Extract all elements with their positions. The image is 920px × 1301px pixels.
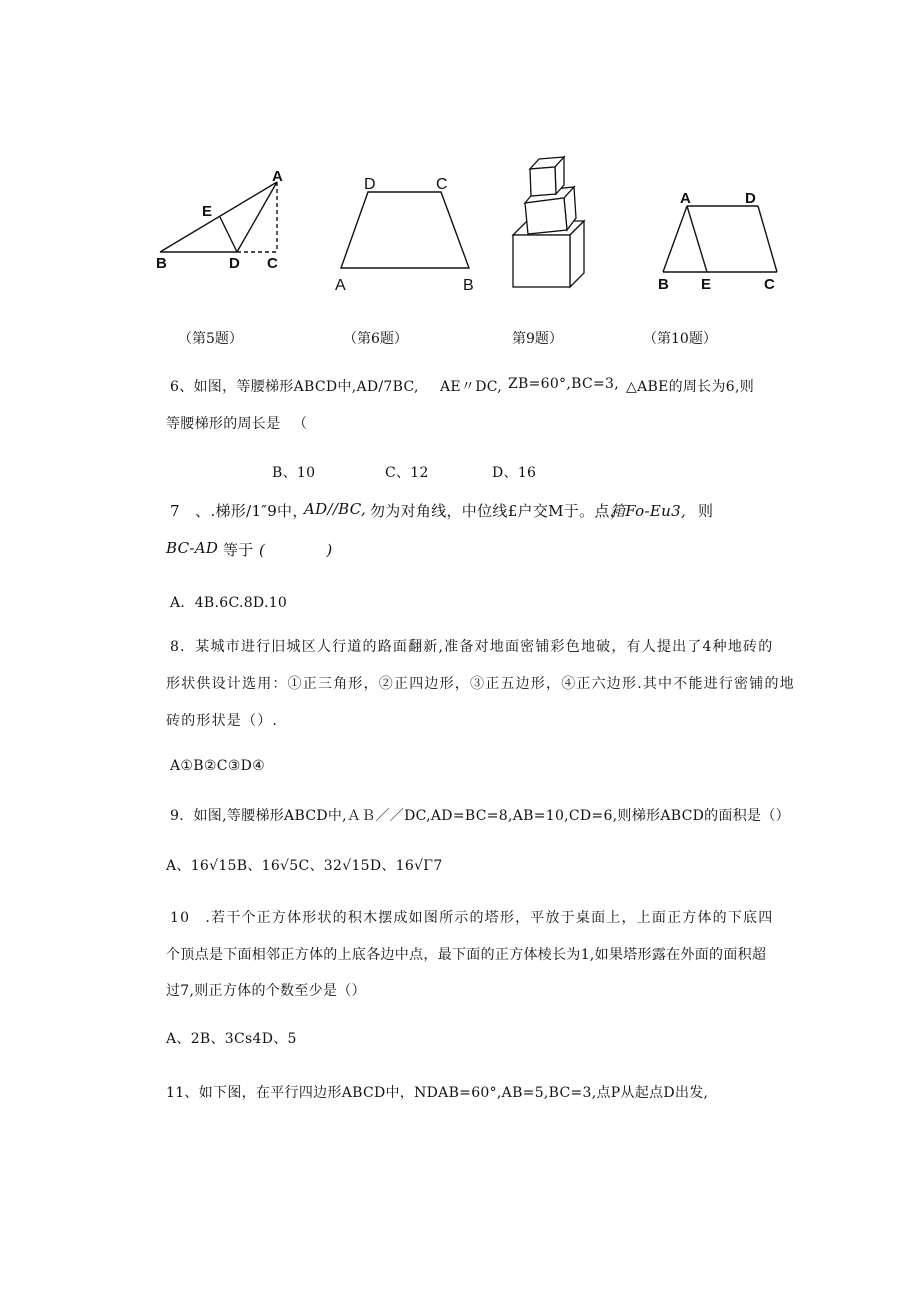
point-A-label: A [272,168,283,185]
figure-10-caption: （第10题） [643,331,717,347]
point-C-label: C [436,176,448,193]
question-8-line-1: 8．某城市进行旧城区人行道的路面翻新,准备对地面密铺彩色地破，有人提出了4种地砖的 [170,639,774,655]
figure-5-diagram [150,160,295,275]
figure-10-diagram [650,185,790,295]
question-7-options: A．4B.6C.8D.10 [170,595,288,611]
q6-text-3: ZB=60°,BC=3, [508,376,619,392]
question-6-line-1 [170,376,770,396]
figure-6-diagram [328,168,488,298]
q7-text-2: AD//BC, [304,500,367,518]
point-B-label: B [658,276,669,293]
question-10-line-3: 过7,则正方体的个数至少是（） [166,983,366,999]
point-C-label: C [267,255,278,272]
question-9-line-1: 9．如图,等腰梯形ABCD中,ＡＢ／／DC,AD=BC=8,AB=10,CD=6,则梯形ABCD的面积是（） [170,808,790,824]
question-6-options [272,462,572,482]
q6-option-b[interactable]: B、10 [272,465,316,481]
point-E-label: E [202,203,213,220]
point-A-label: A [335,277,346,294]
q7-text-1: 7 、.梯形/1″9中， [170,502,308,520]
q6-option-d[interactable]: D、16 [492,465,537,481]
question-7-line-2 [166,539,366,561]
question-10-line-1: 10 .若干个正方体形状的积木摆成如图所示的塔形，平放于桌面上，上面正方体的下底四 [170,910,774,926]
point-B-label: B [156,255,167,272]
figure-9 [508,155,588,295]
figure-6-caption: （第6题） [343,331,408,347]
question-7-line-1 [170,500,730,522]
point-C-label: C [764,276,775,293]
point-D-label: D [229,255,240,272]
q6-text-1: 6、如图，等腰梯形ABCD中,AD/7BC, [170,379,419,395]
question-8-options: A①B②C③D④ [170,758,265,774]
q6-text-2: AE〃DC, [440,379,503,395]
q7-text-4: 箱Fo-Eu3, [610,502,687,520]
q6-paren: （ [293,416,308,432]
q7-text-6: BC-AD [166,539,219,557]
figure-9-caption: 第9题） [512,331,563,347]
figure-5-caption: （第5题） [178,331,243,347]
q7-text-7: 等于 [223,541,254,559]
point-D-label: D [745,190,756,207]
q7-text-5: 则 [698,502,714,520]
question-9-options: A、16√15B、16√5C、32√15D、16√Γ7 [166,858,443,874]
q6-option-c[interactable]: C、12 [385,465,429,481]
figure-9-diagram [508,155,588,295]
point-B-label: B [463,277,474,294]
q6-text-4: △ABE的周长为6,则 [626,379,755,395]
point-E-label: E [701,276,712,293]
question-11-line-1: 11、如下图，在平行四边形ABCD中，NDAB=60°,AB=5,BC=3,点P从起点D出发, [166,1085,709,1101]
point-A-label: A [680,190,691,207]
q6-text-5: 等腰梯形的周长是 [166,416,281,432]
figure-6 [328,168,488,298]
question-10-options: A、2B、3Cs4D、5 [166,1031,297,1047]
question-6-line-2 [166,413,366,433]
question-8-line-2: 形状供设计选用：①正三角形，②正四边形，③正五边形，④正六边形.其中不能进行密铺的地 [166,676,795,692]
figure-5 [150,160,295,275]
q7-text-3: 勿为对角线，中位线£户交M于。点， [370,502,626,520]
q7-paren: ( ) [259,541,333,559]
question-10-line-2: 个顶点是下面相邻正方体的上底各边中点，最下面的正方体棱长为1,如果塔形露在外面的面积超 [166,947,767,963]
figure-10 [650,185,790,295]
point-D-label: D [364,176,376,193]
question-8-line-3: 砖的形状是（）. [166,713,279,729]
